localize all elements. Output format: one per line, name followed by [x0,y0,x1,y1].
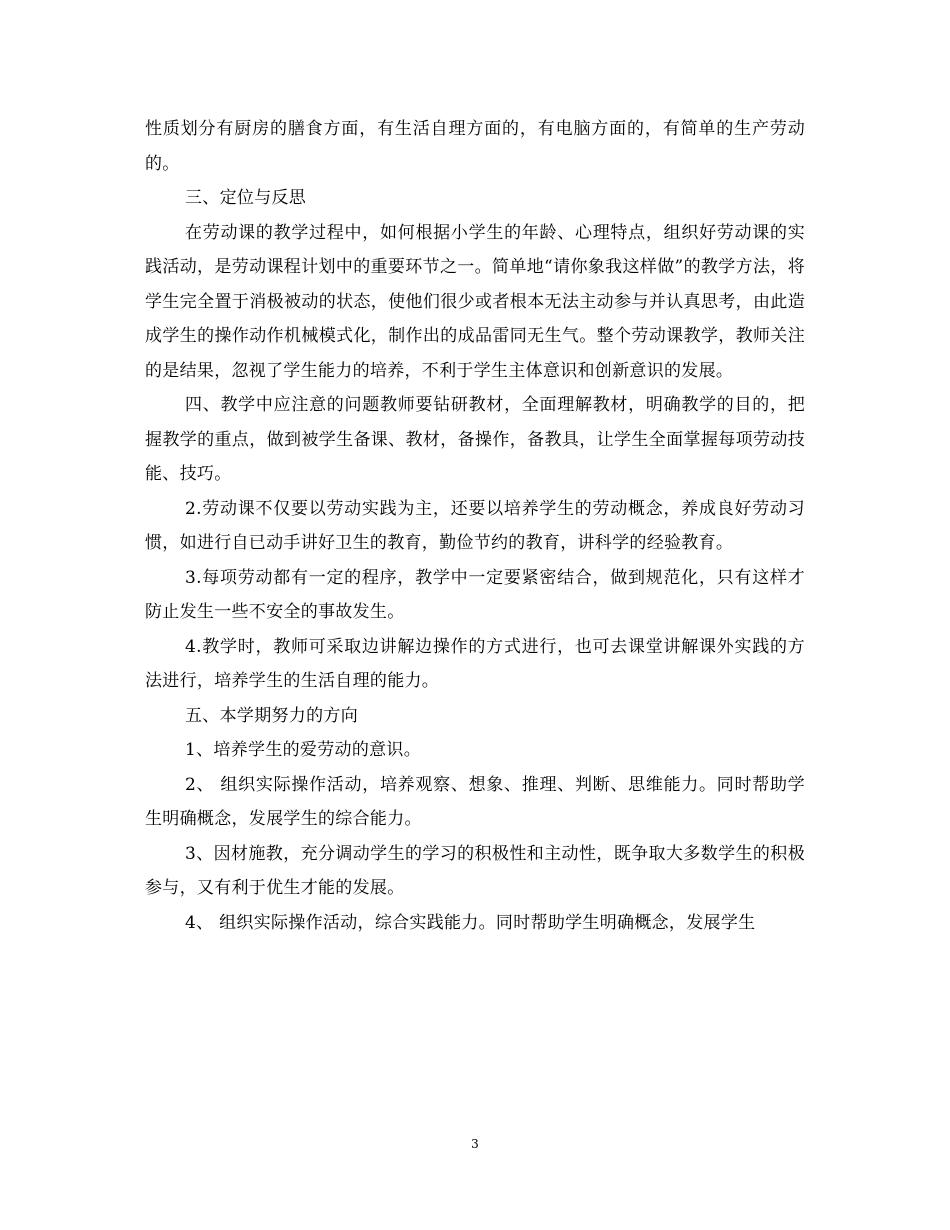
section-heading-positioning-reflection: 三、定位与反思 [185,188,307,208]
list-item: 2、 组织实际操作活动，培养观察、想象、推理、判断、思维能力。同时帮助学生明确概念，发展学生的综合能力。 [145,774,805,829]
section-heading-teaching-issues: 四、教学中应注意的问题教师要钻研教材，全面理解教材，明确教学的目的，把握教学的重点，做到被学生备课、教材，备操作，备教具，让学生全面掌握每项劳动技能、技巧。 [145,395,805,484]
page-number: 3 [471,1137,479,1151]
list-item: 4、 组织实际操作活动，综合实践能力。同时帮助学生明确概念，发展学生 [185,912,756,933]
list-item: 4.教学时，教师可采取边讲解边操作的方式进行，也可去课堂讲解课外实践的方法进行，培养学生的生活自理的能力。 [145,636,805,691]
section-heading-semester-direction: 五、本学期努力的方向 [185,705,358,726]
list-item: 3.每项劳动都有一定的程序，教学中一定要紧密结合，做到规范化，只有这样才防止发生一些不安全的事故发生。 [145,567,805,622]
document-body [145,112,805,940]
list-item: 3、因材施教，充分调动学生的学习的积极性和主动性，既争取大多数学生的积极参与，又有利于优生才能的发展。 [145,843,805,898]
list-item: 2.劳动课不仅要以劳动实践为主，还要以培养学生的劳动概念，养成良好劳动习惯，如进行自已动手讲好卫生的教育，勤俭节约的教育，讲科学的经验教育。 [145,498,805,553]
list-item: 1、培养学生的爱劳动的意识。 [185,740,422,760]
paragraph-continuation: 性质划分有厨房的膳食方面，有生活自理方面的，有电脑方面的，有简单的生产劳动的。 [145,119,805,174]
paragraph: 在劳动课的教学过程中，如何根据小学生的年龄、心理特点，组织好劳动课的实践活动，是劳动课程计划中的重要环节之一。简单地“请你象我这样做”的教学方法，将学生完全置于消极被动的状态，使他们很少或者根本无法主动参与并认真思考，由此造成学生的操作动作机械模式化，制作出的成品雷同无生气。整个劳动课教学，教师关注的是结果，忽视了学生能力的培养，不利于学生主体意识和创新意识的发展。 [145,222,805,381]
